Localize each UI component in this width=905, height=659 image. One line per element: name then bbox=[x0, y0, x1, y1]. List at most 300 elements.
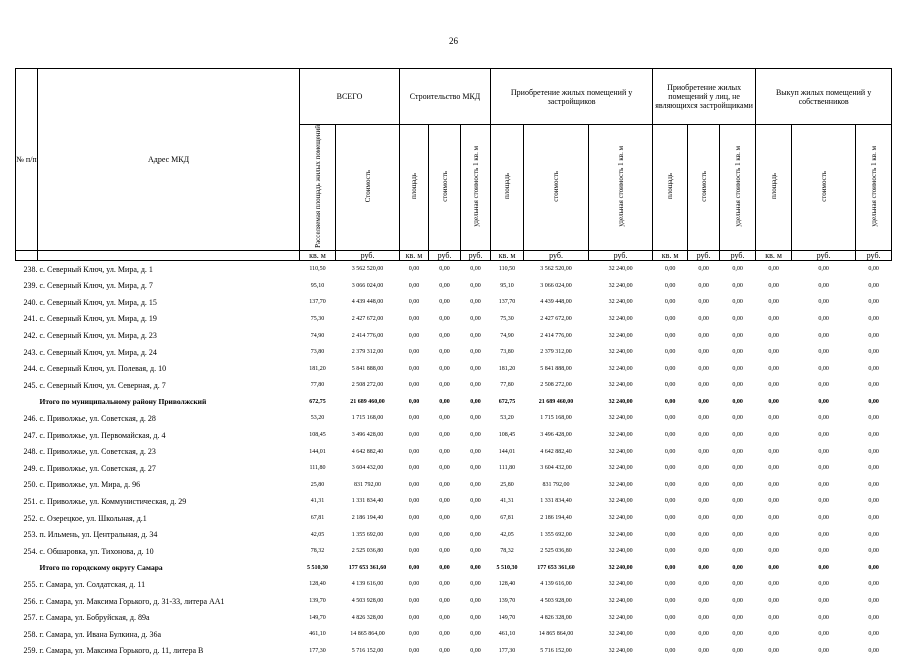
header-group-developers: Приобретение жилых помещений у застройщиков bbox=[491, 69, 653, 125]
row-value: 67,81 bbox=[491, 510, 524, 527]
row-value: 0,00 bbox=[461, 260, 491, 277]
row-value: 0,00 bbox=[720, 443, 756, 460]
row-value: 2 525 036,80 bbox=[336, 543, 400, 560]
row-value: 0,00 bbox=[856, 460, 892, 477]
header-unit: кв. м bbox=[300, 250, 336, 260]
header-address: Адрес МКД bbox=[38, 69, 300, 251]
row-value: 77,80 bbox=[300, 377, 336, 394]
row-value: 461,10 bbox=[300, 626, 336, 643]
row-value: 0,00 bbox=[653, 327, 688, 344]
row-value: 108,45 bbox=[491, 427, 524, 444]
row-value: 0,00 bbox=[429, 576, 461, 593]
row-value: 0,00 bbox=[461, 576, 491, 593]
row-value: 67,81 bbox=[300, 510, 336, 527]
row-value: 0,00 bbox=[429, 344, 461, 361]
row-value: 0,00 bbox=[720, 460, 756, 477]
row-value: 32 240,00 bbox=[589, 593, 653, 610]
row-value: 0,00 bbox=[792, 510, 856, 527]
row-value: 0,00 bbox=[688, 477, 720, 494]
row-value: 0,00 bbox=[792, 593, 856, 610]
row-value: 0,00 bbox=[720, 493, 756, 510]
row-value: 177 653 361,60 bbox=[336, 560, 400, 577]
row-value: 0,00 bbox=[856, 593, 892, 610]
header-group-construction: Строительство МКД bbox=[400, 69, 491, 125]
row-value: 0,00 bbox=[856, 526, 892, 543]
row-address: с. Северный Ключ, ул. Мира, д. 15 bbox=[38, 294, 300, 311]
row-value: 74,90 bbox=[491, 327, 524, 344]
row-value: 0,00 bbox=[756, 260, 792, 277]
row-value: 0,00 bbox=[653, 344, 688, 361]
row-value: 0,00 bbox=[400, 327, 429, 344]
row-value: 0,00 bbox=[688, 394, 720, 411]
row-value: 32 240,00 bbox=[589, 410, 653, 427]
row-address: г. Самара, ул. Солдатская, д. 11 bbox=[38, 576, 300, 593]
header-unit: кв. м bbox=[491, 250, 524, 260]
row-number: 246. bbox=[16, 410, 38, 427]
row-value: 0,00 bbox=[400, 626, 429, 643]
row-address: с. Приволжье, ул. Советская, д. 28 bbox=[38, 410, 300, 427]
row-value: 0,00 bbox=[688, 609, 720, 626]
row-number: 251. bbox=[16, 493, 38, 510]
row-value: 0,00 bbox=[720, 576, 756, 593]
row-value: 42,05 bbox=[491, 526, 524, 543]
row-address: г. Самара, ул. Ивана Булкина, д. 36а bbox=[38, 626, 300, 643]
table-row bbox=[16, 477, 892, 494]
row-address: с. Озерецкое, ул. Школьная, д.1 bbox=[38, 510, 300, 527]
row-value: 0,00 bbox=[720, 477, 756, 494]
row-value: 0,00 bbox=[856, 576, 892, 593]
table-row bbox=[16, 593, 892, 610]
row-value: 0,00 bbox=[429, 477, 461, 494]
row-value: 0,00 bbox=[756, 277, 792, 294]
row-address: с. Приволжье, ул. Советская, д. 23 bbox=[38, 443, 300, 460]
row-value: 5 510,30 bbox=[491, 560, 524, 577]
row-value: 0,00 bbox=[756, 493, 792, 510]
row-value: 0,00 bbox=[461, 626, 491, 643]
row-value: 0,00 bbox=[429, 493, 461, 510]
row-value: 32 240,00 bbox=[589, 427, 653, 444]
row-value: 25,80 bbox=[491, 477, 524, 494]
row-value: 0,00 bbox=[461, 327, 491, 344]
row-value: 0,00 bbox=[429, 277, 461, 294]
row-value: 0,00 bbox=[400, 460, 429, 477]
row-value: 137,70 bbox=[491, 294, 524, 311]
row-value: 0,00 bbox=[792, 377, 856, 394]
row-value: 0,00 bbox=[688, 543, 720, 560]
row-value: 461,10 bbox=[491, 626, 524, 643]
header-sub-col bbox=[653, 125, 688, 251]
row-value: 672,75 bbox=[300, 394, 336, 411]
row-value: 95,10 bbox=[300, 277, 336, 294]
table-row bbox=[16, 377, 892, 394]
header-sub-label: площадь bbox=[666, 173, 674, 199]
row-value: 0,00 bbox=[756, 410, 792, 427]
table-row bbox=[16, 427, 892, 444]
row-value: 0,00 bbox=[792, 394, 856, 411]
row-value: 2 414 776,00 bbox=[524, 327, 589, 344]
row-value: 0,00 bbox=[720, 526, 756, 543]
header-sub-label: площадь bbox=[503, 173, 511, 199]
header-units bbox=[16, 250, 892, 260]
row-value: 0,00 bbox=[792, 526, 856, 543]
row-value: 0,00 bbox=[792, 311, 856, 328]
row-number: 258. bbox=[16, 626, 38, 643]
row-value: 0,00 bbox=[688, 344, 720, 361]
row-address: г. Самара, ул. Бобруйская, д. 89а bbox=[38, 609, 300, 626]
row-number: 240. bbox=[16, 294, 38, 311]
row-value: 0,00 bbox=[720, 427, 756, 444]
row-value: 1 355 692,00 bbox=[524, 526, 589, 543]
row-address: с. Приволжье, ул. Советская, д. 27 bbox=[38, 460, 300, 477]
row-value: 0,00 bbox=[720, 543, 756, 560]
row-value: 0,00 bbox=[653, 493, 688, 510]
row-value: 0,00 bbox=[720, 260, 756, 277]
row-value: 0,00 bbox=[792, 410, 856, 427]
row-value: 41,31 bbox=[491, 493, 524, 510]
row-value: 0,00 bbox=[688, 593, 720, 610]
row-value: 0,00 bbox=[429, 427, 461, 444]
subtotal-row bbox=[16, 394, 892, 411]
row-value: 32 240,00 bbox=[589, 609, 653, 626]
row-value: 0,00 bbox=[429, 360, 461, 377]
row-value: 32 240,00 bbox=[589, 277, 653, 294]
row-value: 0,00 bbox=[756, 643, 792, 659]
row-value: 110,50 bbox=[491, 260, 524, 277]
row-value: 0,00 bbox=[400, 560, 429, 577]
row-value: 0,00 bbox=[792, 643, 856, 659]
row-value: 177,30 bbox=[491, 643, 524, 659]
header-sub-col bbox=[589, 125, 653, 251]
row-value: 0,00 bbox=[792, 560, 856, 577]
row-value: 2 379 312,00 bbox=[336, 344, 400, 361]
row-value: 32 240,00 bbox=[589, 626, 653, 643]
row-value: 0,00 bbox=[756, 510, 792, 527]
table-row bbox=[16, 311, 892, 328]
row-value: 0,00 bbox=[756, 344, 792, 361]
row-value: 0,00 bbox=[688, 294, 720, 311]
row-value: 0,00 bbox=[688, 360, 720, 377]
row-value: 2 186 194,40 bbox=[524, 510, 589, 527]
row-value: 144,01 bbox=[300, 443, 336, 460]
row-value: 0,00 bbox=[792, 344, 856, 361]
header-unit: кв. м bbox=[400, 250, 429, 260]
row-value: 0,00 bbox=[856, 311, 892, 328]
row-value: 0,00 bbox=[756, 327, 792, 344]
row-value: 0,00 bbox=[792, 493, 856, 510]
row-value: 32 240,00 bbox=[589, 477, 653, 494]
header-group-non-developers: Приобретение жилых помещений у лиц, не являющихся застройщиками bbox=[653, 69, 756, 125]
row-value: 672,75 bbox=[491, 394, 524, 411]
header-sub-col bbox=[429, 125, 461, 251]
row-value: 0,00 bbox=[400, 526, 429, 543]
row-value: 0,00 bbox=[461, 493, 491, 510]
row-value: 5 841 888,00 bbox=[524, 360, 589, 377]
row-address: с. Северный Ключ, ул. Мира, д. 19 bbox=[38, 311, 300, 328]
row-value: 32 240,00 bbox=[589, 460, 653, 477]
row-value: 2 508 272,00 bbox=[524, 377, 589, 394]
header-sub-col bbox=[792, 125, 856, 251]
row-value: 0,00 bbox=[720, 560, 756, 577]
header-unit: руб. bbox=[589, 250, 653, 260]
row-value: 78,32 bbox=[491, 543, 524, 560]
row-address: г. Самара, ул. Максима Горького, д. 11, литера В bbox=[38, 643, 300, 659]
header-sub-label: удельная стоимость 1 кв. м bbox=[734, 146, 742, 227]
row-value: 137,70 bbox=[300, 294, 336, 311]
table-row bbox=[16, 410, 892, 427]
header-unit: руб. bbox=[720, 250, 756, 260]
row-value: 0,00 bbox=[653, 377, 688, 394]
row-value: 0,00 bbox=[856, 543, 892, 560]
row-value: 0,00 bbox=[688, 460, 720, 477]
row-value: 0,00 bbox=[429, 460, 461, 477]
row-value: 0,00 bbox=[756, 576, 792, 593]
row-value: 0,00 bbox=[653, 576, 688, 593]
row-value: 5 510,30 bbox=[300, 560, 336, 577]
row-value: 0,00 bbox=[429, 526, 461, 543]
header-sub-label: удельная стоимость 1 кв. м bbox=[870, 146, 878, 227]
row-value: 32 240,00 bbox=[589, 526, 653, 543]
row-value: 3 496 428,00 bbox=[336, 427, 400, 444]
row-value: 0,00 bbox=[429, 643, 461, 659]
row-value: 0,00 bbox=[856, 360, 892, 377]
row-value: 4 642 882,40 bbox=[336, 443, 400, 460]
row-value: 0,00 bbox=[461, 344, 491, 361]
row-number: 242. bbox=[16, 327, 38, 344]
row-value: 77,80 bbox=[491, 377, 524, 394]
row-value: 128,40 bbox=[300, 576, 336, 593]
row-value: 0,00 bbox=[756, 377, 792, 394]
row-value: 0,00 bbox=[792, 609, 856, 626]
row-value: 0,00 bbox=[688, 493, 720, 510]
row-value: 0,00 bbox=[792, 427, 856, 444]
row-address: с. Северный Ключ, ул. Мира, д. 23 bbox=[38, 327, 300, 344]
row-value: 0,00 bbox=[792, 277, 856, 294]
row-number: 253. bbox=[16, 526, 38, 543]
row-value: 3 066 024,00 bbox=[524, 277, 589, 294]
row-value: 0,00 bbox=[429, 560, 461, 577]
row-value: 177 653 361,60 bbox=[524, 560, 589, 577]
row-number: 256. bbox=[16, 593, 38, 610]
table-row bbox=[16, 260, 892, 277]
row-value: 0,00 bbox=[461, 609, 491, 626]
header-group-buyout: Выкуп жилых помещений у собственников bbox=[756, 69, 892, 125]
row-address: с. Северный Ключ, ул. Мира, д. 24 bbox=[38, 344, 300, 361]
row-value: 0,00 bbox=[653, 443, 688, 460]
row-value: 0,00 bbox=[429, 626, 461, 643]
row-value: 111,80 bbox=[300, 460, 336, 477]
row-value: 1 715 168,00 bbox=[524, 410, 589, 427]
row-value: 2 427 672,00 bbox=[524, 311, 589, 328]
row-value: 0,00 bbox=[688, 443, 720, 460]
row-value: 0,00 bbox=[400, 477, 429, 494]
row-value: 0,00 bbox=[856, 609, 892, 626]
row-value: 32 240,00 bbox=[589, 510, 653, 527]
header-sub-label: стоимость bbox=[700, 171, 708, 202]
row-value: 32 240,00 bbox=[589, 643, 653, 659]
row-value: 0,00 bbox=[400, 294, 429, 311]
row-value: 0,00 bbox=[461, 443, 491, 460]
table-row bbox=[16, 526, 892, 543]
row-value: 0,00 bbox=[429, 394, 461, 411]
row-value: 14 865 864,00 bbox=[524, 626, 589, 643]
row-value: 0,00 bbox=[653, 560, 688, 577]
row-address: с. Северный Ключ, ул. Мира, д. 7 bbox=[38, 277, 300, 294]
row-value: 41,31 bbox=[300, 493, 336, 510]
row-value: 0,00 bbox=[653, 477, 688, 494]
header-group-total: ВСЕГО bbox=[300, 69, 400, 125]
row-value: 0,00 bbox=[400, 643, 429, 659]
row-value: 0,00 bbox=[688, 626, 720, 643]
row-value: 0,00 bbox=[461, 410, 491, 427]
row-value: 32 240,00 bbox=[589, 360, 653, 377]
row-value: 0,00 bbox=[688, 643, 720, 659]
row-number: 249. bbox=[16, 460, 38, 477]
header-unit: руб. bbox=[429, 250, 461, 260]
row-number: 257. bbox=[16, 609, 38, 626]
row-value: 4 826 328,00 bbox=[336, 609, 400, 626]
row-value: 0,00 bbox=[400, 576, 429, 593]
row-number: 245. bbox=[16, 377, 38, 394]
row-value: 0,00 bbox=[720, 626, 756, 643]
row-value: 0,00 bbox=[400, 360, 429, 377]
row-value: 149,70 bbox=[300, 609, 336, 626]
row-value: 32 240,00 bbox=[589, 493, 653, 510]
row-value: 0,00 bbox=[792, 626, 856, 643]
row-value: 0,00 bbox=[792, 260, 856, 277]
row-value: 0,00 bbox=[856, 277, 892, 294]
header-sub-label: Стоимость bbox=[364, 170, 372, 202]
header-unit: руб. bbox=[524, 250, 589, 260]
row-value: 0,00 bbox=[856, 477, 892, 494]
row-value: 2 525 036,80 bbox=[524, 543, 589, 560]
row-value: 32 240,00 bbox=[589, 344, 653, 361]
row-value: 0,00 bbox=[400, 260, 429, 277]
row-value: 139,70 bbox=[300, 593, 336, 610]
subtotal-label: Итого по городскому округу Самара bbox=[16, 560, 300, 577]
table-row bbox=[16, 493, 892, 510]
header-sub-col bbox=[491, 125, 524, 251]
row-value: 0,00 bbox=[856, 643, 892, 659]
header-unit: руб. bbox=[336, 250, 400, 260]
row-number: 254. bbox=[16, 543, 38, 560]
row-value: 0,00 bbox=[653, 626, 688, 643]
resettlement-table bbox=[15, 68, 892, 659]
header-sub-label: площадь bbox=[410, 173, 418, 199]
row-value: 0,00 bbox=[688, 260, 720, 277]
table-row bbox=[16, 609, 892, 626]
row-value: 0,00 bbox=[400, 427, 429, 444]
row-value: 0,00 bbox=[720, 593, 756, 610]
row-value: 32 240,00 bbox=[589, 394, 653, 411]
row-value: 181,20 bbox=[300, 360, 336, 377]
row-value: 32 240,00 bbox=[589, 327, 653, 344]
row-value: 110,50 bbox=[300, 260, 336, 277]
table-body bbox=[16, 260, 892, 659]
row-value: 144,01 bbox=[491, 443, 524, 460]
table-row bbox=[16, 576, 892, 593]
table-row bbox=[16, 626, 892, 643]
row-value: 5 716 152,00 bbox=[336, 643, 400, 659]
row-value: 2 414 776,00 bbox=[336, 327, 400, 344]
row-number: 244. bbox=[16, 360, 38, 377]
row-value: 73,80 bbox=[491, 344, 524, 361]
row-value: 1 331 834,40 bbox=[336, 493, 400, 510]
row-value: 75,30 bbox=[300, 311, 336, 328]
row-value: 111,80 bbox=[491, 460, 524, 477]
row-value: 32 240,00 bbox=[589, 543, 653, 560]
row-value: 0,00 bbox=[856, 510, 892, 527]
row-value: 2 508 272,00 bbox=[336, 377, 400, 394]
row-value: 0,00 bbox=[429, 510, 461, 527]
row-value: 1 355 692,00 bbox=[336, 526, 400, 543]
row-value: 0,00 bbox=[756, 526, 792, 543]
row-value: 4 503 928,00 bbox=[336, 593, 400, 610]
row-value: 2 379 312,00 bbox=[524, 344, 589, 361]
row-value: 0,00 bbox=[688, 377, 720, 394]
row-value: 4 439 448,00 bbox=[524, 294, 589, 311]
row-value: 32 240,00 bbox=[589, 294, 653, 311]
row-value: 1 331 834,40 bbox=[524, 493, 589, 510]
row-value: 5 841 888,00 bbox=[336, 360, 400, 377]
row-value: 0,00 bbox=[688, 510, 720, 527]
row-value: 0,00 bbox=[720, 609, 756, 626]
row-value: 3 562 520,00 bbox=[524, 260, 589, 277]
header-sub-label: Расселяемая площадь жилых помещений bbox=[314, 125, 322, 248]
row-value: 73,80 bbox=[300, 344, 336, 361]
row-value: 0,00 bbox=[653, 260, 688, 277]
row-value: 2 186 194,40 bbox=[336, 510, 400, 527]
row-value: 0,00 bbox=[792, 543, 856, 560]
row-value: 0,00 bbox=[429, 410, 461, 427]
row-value: 0,00 bbox=[400, 543, 429, 560]
row-number: 248. bbox=[16, 443, 38, 460]
row-value: 4 439 448,00 bbox=[336, 294, 400, 311]
row-value: 4 642 882,40 bbox=[524, 443, 589, 460]
row-value: 32 240,00 bbox=[589, 377, 653, 394]
row-value: 0,00 bbox=[720, 294, 756, 311]
header-unit: руб. bbox=[856, 250, 892, 260]
row-address: с. Северный Ключ, ул. Северная, д. 7 bbox=[38, 377, 300, 394]
header-sub-col bbox=[688, 125, 720, 251]
row-value: 0,00 bbox=[429, 593, 461, 610]
row-value: 0,00 bbox=[792, 443, 856, 460]
row-number: 243. bbox=[16, 344, 38, 361]
row-value: 78,32 bbox=[300, 543, 336, 560]
row-value: 0,00 bbox=[429, 327, 461, 344]
row-value: 0,00 bbox=[720, 510, 756, 527]
row-number: 238. bbox=[16, 260, 38, 277]
row-value: 0,00 bbox=[856, 294, 892, 311]
header-sub-col bbox=[400, 125, 429, 251]
row-value: 3 604 432,00 bbox=[524, 460, 589, 477]
header-sub-label: стоимость bbox=[552, 171, 560, 202]
row-value: 0,00 bbox=[461, 643, 491, 659]
row-value: 0,00 bbox=[400, 394, 429, 411]
row-value: 0,00 bbox=[429, 543, 461, 560]
row-address: с. Северный Ключ, ул. Мира, д. 1 bbox=[38, 260, 300, 277]
row-value: 0,00 bbox=[756, 626, 792, 643]
header-sub-col bbox=[524, 125, 589, 251]
row-value: 74,90 bbox=[300, 327, 336, 344]
row-value: 0,00 bbox=[688, 576, 720, 593]
row-number: 239. bbox=[16, 277, 38, 294]
row-value: 21 689 460,00 bbox=[524, 394, 589, 411]
header-sub-label: удельная стоимость 1 кв. м bbox=[472, 146, 480, 227]
row-value: 0,00 bbox=[461, 477, 491, 494]
row-value: 3 604 432,00 bbox=[336, 460, 400, 477]
row-value: 0,00 bbox=[720, 277, 756, 294]
row-value: 0,00 bbox=[461, 510, 491, 527]
